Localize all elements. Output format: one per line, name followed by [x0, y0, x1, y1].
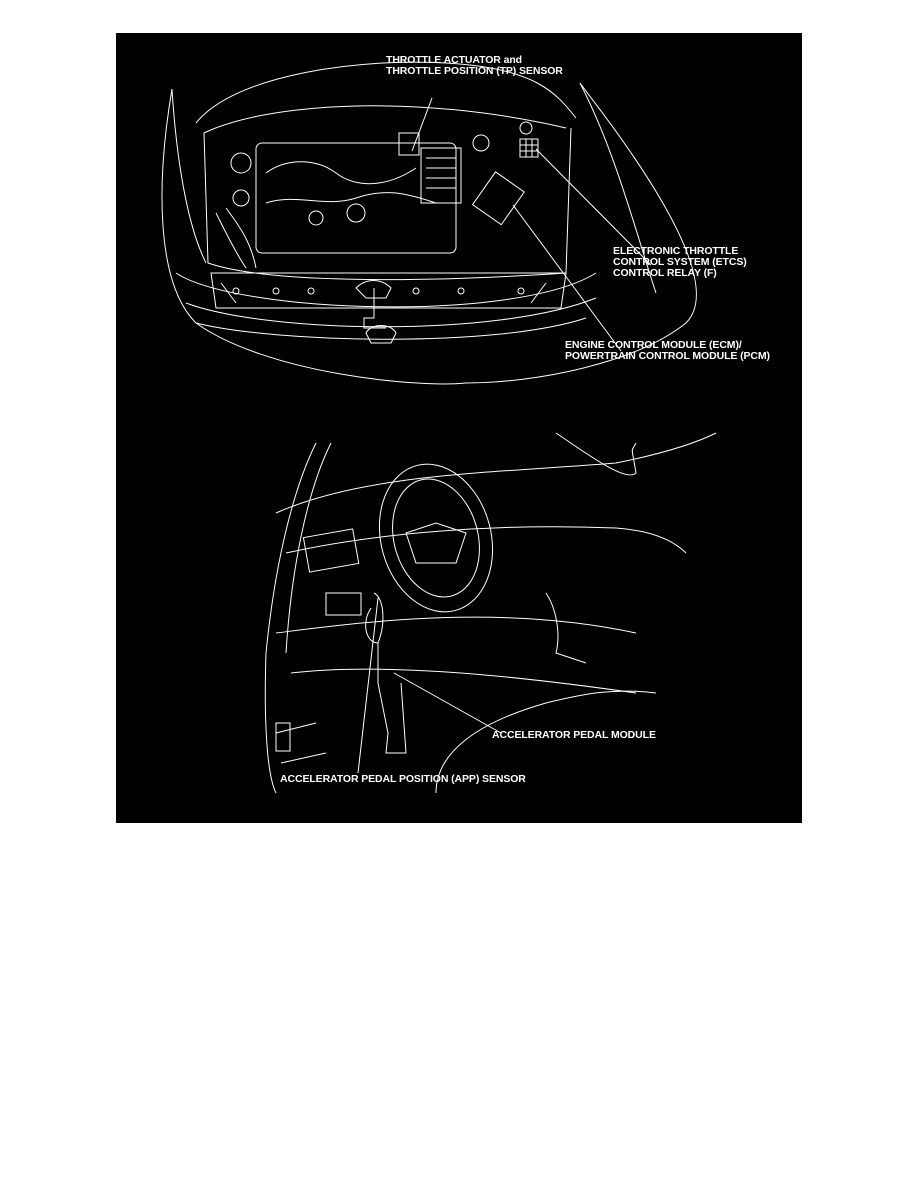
- label-accelerator-pedal-module: [492, 730, 656, 741]
- label-line: THROTTLE ACTUATOR and: [386, 54, 522, 66]
- label-line: THROTTLE POSITION (TP) SENSOR: [386, 65, 563, 77]
- label-throttle-actuator: [386, 55, 563, 77]
- label-app-sensor: [280, 774, 526, 785]
- label-ecm-pcm: [565, 340, 770, 362]
- label-line: ELECTRONIC THROTTLE: [613, 245, 739, 257]
- label-line: ACCELERATOR PEDAL MODULE: [492, 729, 656, 741]
- car-front-outline: [162, 62, 696, 384]
- engine-compartment-illustration: [116, 33, 802, 823]
- label-etcs-control-relay: [613, 246, 747, 279]
- label-line: CONTROL RELAY (F): [613, 267, 717, 279]
- label-line: ENGINE CONTROL MODULE (ECM)/: [565, 339, 742, 351]
- label-line: POWERTRAIN CONTROL MODULE (PCM): [565, 350, 770, 362]
- label-line: CONTROL SYSTEM (ETCS): [613, 256, 747, 268]
- label-line: ACCELERATOR PEDAL POSITION (APP) SENSOR: [280, 773, 526, 785]
- diagram-panel: [116, 33, 802, 823]
- engine-bay-outline: [204, 122, 571, 280]
- leader-lines-top: [412, 98, 651, 351]
